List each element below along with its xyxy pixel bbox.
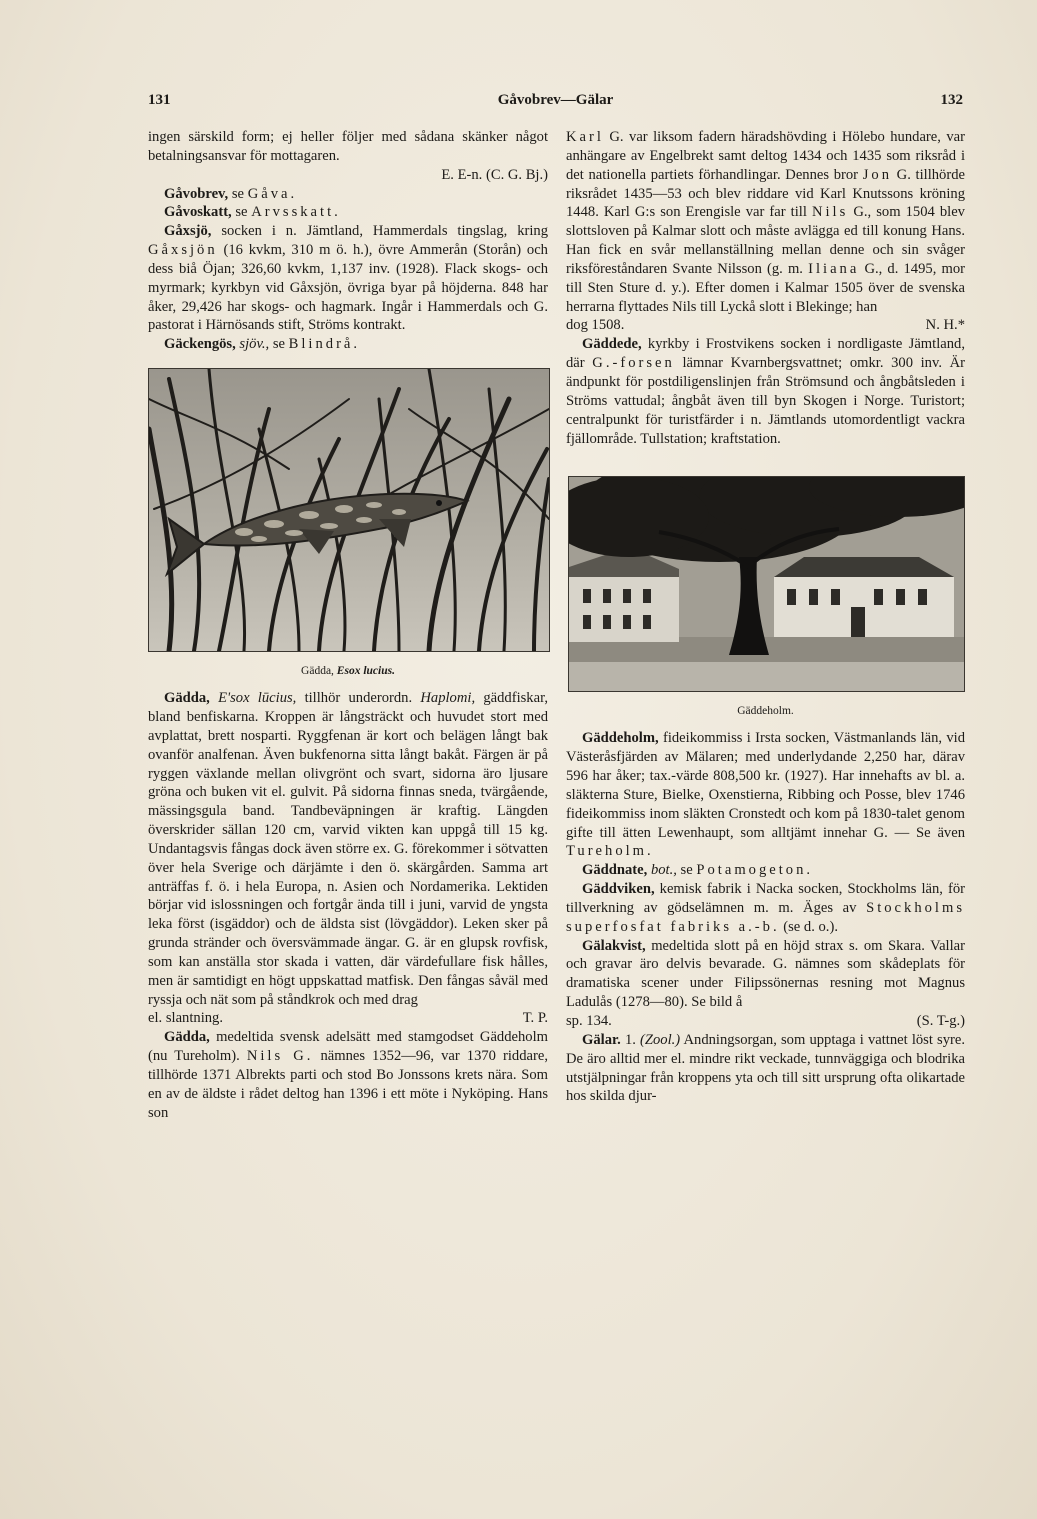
- entry-gaddviken: [566, 880, 965, 937]
- spaced-name: G.-forsen: [592, 355, 675, 372]
- signature: N. H.*: [925, 317, 965, 334]
- entry-signature-row: [566, 316, 965, 335]
- signature: T. P.: [522, 1010, 548, 1027]
- spaced-name: Jon: [862, 166, 892, 183]
- entry-signature-row: [148, 1009, 548, 1028]
- entry-text: sp. 134.: [566, 1013, 612, 1029]
- entry-text: kemisk fabrik i Nacka socken, Stockholms län, för tillverkning av gödselämnen m. m. Äges av: [566, 881, 965, 916]
- entry-headword: Gäddeholm,: [582, 730, 659, 747]
- cross-reference: Tureholm.: [566, 843, 654, 860]
- spaced-name: Nils: [811, 204, 849, 221]
- entry-text: Andningsorgan, som upptaga i vattnet löst syre. De äro alltid mer el. mindre rikt veckade, tunnväggiga och blodrika utstjälpningar från kroppens yta och till sitt ursprung ofta olikartade hos skilda djur-: [566, 1031, 965, 1105]
- entry-headword: Gåvoskatt,: [164, 204, 232, 221]
- entry-text: G. tillhörde riksrådet 1435—53 och blev riddare vid Karl Knutssons kröning 1448. Karl G:s son Erengisle var far till: [566, 166, 965, 221]
- entry-text: G., som 1504 blev slottsloven på Kalmar slott och måste avlägga ed till konung Hans. Han fick en svår mellanställning mellan denne och sin svåger riksföreståndaren Svante Nilsson (g. m.: [566, 204, 965, 277]
- entry-headword: Gäddviken,: [582, 881, 655, 898]
- signature: (S. T-g.): [916, 1013, 965, 1029]
- gaddeholm-photo: [568, 476, 965, 692]
- pike-caption: [148, 664, 548, 679]
- entry-text: tillhör underordn.: [304, 690, 413, 707]
- entry-gavobrev: [148, 185, 548, 204]
- entry-text: se: [680, 862, 693, 879]
- spaced-name: Karl: [566, 129, 604, 145]
- entry-gadda-family: [148, 1028, 548, 1122]
- entry-continuation: [148, 128, 548, 166]
- entry-headword: Gåxsjö,: [164, 223, 212, 240]
- abbreviation: (Zool.): [640, 1031, 681, 1048]
- pike-illustration: [149, 369, 549, 651]
- entry-text: G. var liksom fadern häradshövding i Hölebo hundare, var anhängare av Engelbrekt samt deltog 1434 och 1435 som riksråd i det nationella partiets förhandlingar. Dennes bror: [566, 129, 965, 183]
- entry-gaxsjo: [148, 222, 548, 335]
- entry-signature-row: [566, 1012, 965, 1031]
- entry-number: 1.: [624, 1031, 636, 1048]
- right-column: [566, 128, 965, 1106]
- entry-text: se: [231, 185, 245, 202]
- page-header: [148, 92, 963, 116]
- entry-text: G., d. 1495, mor till Sten Sture d. y.). Efter domen i Kalmar 1505 över de svenska herrarna flyttades Nils till Lyckå slott i Blekinge; han: [566, 260, 965, 315]
- entry-text: gäddfiskar, bland benfiskarna. Kroppen är långsträckt och huvudet stort med avplattat, brett nosparti. Ryggfenan är kort och belägen långt bak ovanför analfenan. Även bukfenorna sitta långt bakåt. Färgen är på ryggen växlande mellan olivgrönt och svart, sidorna äro ljusare gröna och buken vit el. gulvit. På sidorna finnas sneda, tvärgående, mässingsgula band. Tandbeväpningen är kraftig. Längden överskrider sällan 120 cm, varvid vikten kan uppgå till 15 kg. Undantagsvis fångas dock även större ex. G. förekommer i sötvatten över hela Sverige och därjämte i den ö. skärgården. Samma art anträffas f. ö. i hela Europa, n. Asien och Nordamerika. Lektiden börjar vid islossningen och fortgår ända till i juni, varvid de yngsta leka först (isgäddor) och de äldsta sist (lövgäddor). Leken sker på grunda stränder och översvämmade ängar. G. är en glupsk rovfisk, som kan anställa stor skada i vatten, där värdefullare fisk hålles, men är samtidigt en högt uppskattad matfisk. Den fångas såväl med ryssja och nät som på ståndkrok och med drag: [148, 690, 549, 1008]
- entry-text: kyrkby i Frostvikens socken i nordligaste Jämtland, där: [566, 336, 965, 372]
- entry-gaddnate: [566, 861, 965, 880]
- entry-text: se: [235, 204, 248, 221]
- latin-name: Haplomi,: [420, 690, 476, 707]
- entry-headword: Gälar.: [582, 1031, 621, 1048]
- page-number-left: 131: [148, 92, 171, 108]
- entry-signature: [148, 166, 548, 185]
- cross-reference: Blindrå.: [288, 336, 361, 353]
- entry-gaddede: [566, 335, 965, 448]
- caption-latin: Esox lucius.: [336, 665, 395, 678]
- entry-gadda-continued: [566, 128, 965, 316]
- cross-reference: Gåva.: [247, 185, 298, 202]
- latin-name: E'sox lūcius,: [218, 690, 297, 707]
- estate-illustration: [569, 477, 964, 691]
- entry-text: (16 kvkm, 310 m ö. h.), övre Ammerån (Storån) och dess biå Öjan; 326,60 kvkm, 1,137 inv. (1928). Flack skogs- och myrmark; kyrkbyn vid Gåxsjön, övriga byar på höjderna. 848 har åker, 29,426 har skogs- och hagmark. Ingår i Hammerdals och G. pastorat i Härnösands stift, Ströms kontrakt.: [148, 242, 548, 334]
- entry-text: lämnar Kvarnbergsvattnet; omkr. 300 inv. Är ändpunkt för postdiligenslinjen från Strömsund och ångbåtsleden i Ströms vattudal; ångbåt även till byn Skogen i Norge. Turistort; centralpunkt för turistfärder i n. Jämtlands utomordentligt vackra fjällområde. Tullstation; kraftstation.: [566, 355, 965, 447]
- signature: E. E-n. (C. G. Bj.): [441, 166, 548, 183]
- entry-galar: [566, 1031, 965, 1106]
- entry-text: el. slantning.: [148, 1010, 223, 1027]
- entry-gaddeholm: [566, 729, 965, 861]
- entry-headword: Gäddede,: [582, 336, 642, 353]
- gaddeholm-caption: [566, 704, 965, 719]
- pike-photo: [148, 368, 550, 652]
- abbreviation: bot.,: [650, 862, 677, 879]
- cross-reference: Potamogeton.: [696, 862, 814, 879]
- running-title: Gåvobrev—Gälar: [497, 92, 614, 108]
- cross-reference: Stockholms superfosfat fabriks a.-b.: [566, 899, 965, 935]
- left-column: [148, 128, 548, 1123]
- entry-text: socken i n. Jämtland, Hammerdals tingslag, kring: [221, 223, 549, 240]
- entry-gadda-fish: [148, 689, 548, 1009]
- page-number-right: 132: [940, 92, 963, 108]
- entry-headword: Gäddnate,: [582, 862, 648, 879]
- entry-text: nämnes 1352—96, var 1370 riddare, tillhörde 1371 Albrekts parti och stod Bo Jonssons krets nära. Som en av de äldste i rådet deltog han 1396 i ett möte i Nyköping. Hans son: [148, 1048, 548, 1121]
- entry-headword: Gäckengös,: [164, 336, 236, 353]
- entry-headword: Gåvobrev,: [164, 185, 229, 202]
- entry-text: dog 1508.: [566, 317, 625, 334]
- entry-text: ingen särskild form; ej heller följer med sådana skänker något betalningsansvar för mottagaren.: [148, 129, 548, 164]
- entry-text: medeltida slott på en höjd strax s. om Skara. Vallar och gravar äro delvis bevarade. G. nämnes som skådeplats för dramatiska scener under Filipssönernas resning mot Magnus Ladulås (1278—80). Se bild å: [566, 937, 966, 1011]
- entry-gavoskatt: [148, 203, 548, 222]
- abbreviation: sjöv.,: [239, 336, 270, 353]
- entry-headword: Gädda,: [164, 1029, 210, 1046]
- spaced-name: Gåxsjön: [148, 242, 218, 259]
- cross-reference: Arvsskatt.: [251, 204, 341, 221]
- entry-headword: Gädda,: [164, 690, 210, 707]
- entry-galakvist: [566, 937, 965, 1012]
- entry-text: fideikommiss i Irsta socken, Västmanlands län, vid Västeråsfjärden av Mälaren; med underlydande 2,250 har, därav 596 har åker; tax.-värde 808,500 kr. (1927). Har innehafts av bl. a. släkterna Sture, Bielke, Oxenstierna, Ribbing och Posse, blev 1746 fideikommiss inom släkten Cronstedt och kom på 1830-talet genom gifte till ätten Lewenhaupt, som alltjämt innehar G. — Se även: [566, 730, 966, 841]
- spaced-name: Nils G.: [246, 1048, 314, 1065]
- entry-gackengos: [148, 335, 548, 354]
- caption-text: Gädda,: [301, 665, 334, 678]
- entry-text: (se d. o.).: [783, 918, 838, 935]
- entry-headword: Gälakvist,: [582, 937, 646, 954]
- entry-text: se: [272, 336, 285, 353]
- spaced-name: Iliana: [808, 260, 860, 277]
- entry-text: medeltida svensk adelsätt med stamgodset Gäddeholm (nu Tureholm).: [148, 1029, 548, 1065]
- caption-text: Gäddeholm.: [737, 705, 794, 718]
